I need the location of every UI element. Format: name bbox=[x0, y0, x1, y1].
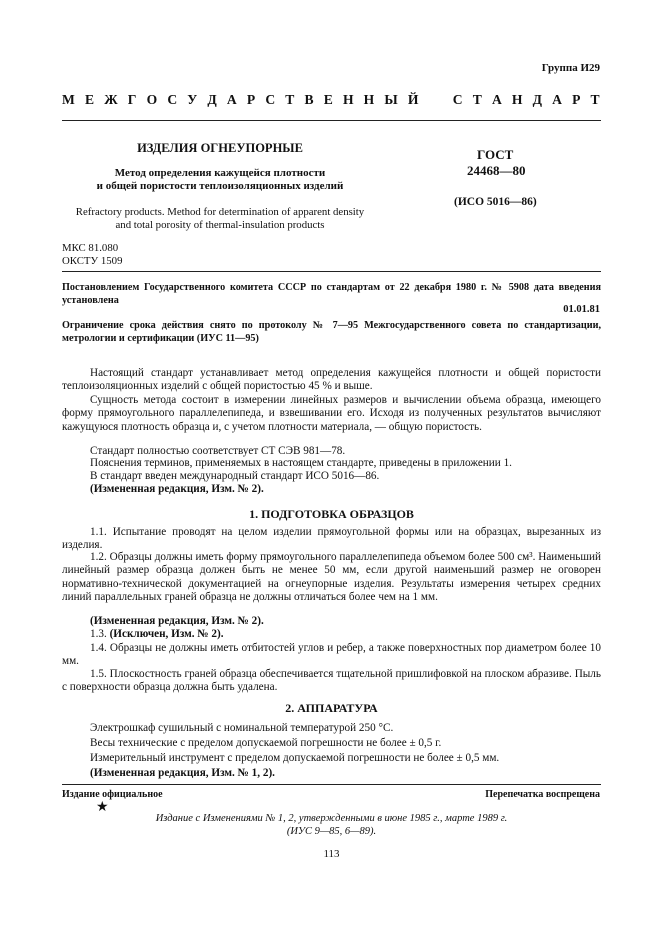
banner-letter: Т bbox=[472, 92, 482, 107]
english-title-line: Refractory products. Method for determination of apparent density bbox=[75, 206, 365, 218]
section-heading: 1. ПОДГОТОВКА ОБРАЗЦОВ bbox=[249, 507, 414, 521]
banner-letter: Г bbox=[127, 92, 137, 107]
reprint-prohibited-label: Перепечатка воспрещена bbox=[485, 789, 600, 800]
banner-letter: Д bbox=[532, 92, 542, 107]
banner-letter: Т bbox=[285, 92, 295, 107]
banner-letter: Т bbox=[590, 92, 600, 107]
banner-letter: Н bbox=[363, 92, 375, 107]
apparatus-item: Весы технические с пределом допускаемой погрешности не более ± 0,5 г. bbox=[90, 737, 442, 749]
title-divider bbox=[62, 271, 601, 272]
apparatus-amendment-note: (Измененная редакция, Изм. № 1, 2). bbox=[90, 767, 275, 779]
intro-paragraph: Настоящий стандарт устанавливает метод определения кажущейся плотности и общей пористости теплоизоляционных изделий с общей пористостью 45 % и выше. bbox=[62, 367, 601, 393]
clause-number: 1.3. bbox=[90, 628, 107, 640]
banner-letter: Е bbox=[84, 92, 95, 107]
intro-paragraph: В стандарт введен международный стандарт ИСО 5016—86. bbox=[90, 470, 380, 482]
banner-letter: С bbox=[265, 92, 276, 107]
decree-text: Постановлением Государственного комитета СССР по стандартам от 22 декабря 1980 г. № 5908 дата введения установлена bbox=[62, 282, 601, 306]
banner-letter: Ж bbox=[104, 92, 118, 107]
banner-letter: Д bbox=[207, 92, 217, 107]
footer-divider bbox=[62, 784, 601, 785]
banner-letter: С bbox=[452, 92, 463, 107]
official-edition-label: Издание официальное bbox=[62, 789, 163, 800]
page-title: ИЗДЕЛИЯ ОГНЕУПОРНЫЕ bbox=[137, 141, 303, 155]
english-title bbox=[55, 206, 385, 232]
apparatus-item: Измерительный инструмент с пределом допускаемой погрешности не более ± 0,5 мм. bbox=[90, 752, 500, 764]
banner-divider bbox=[62, 120, 601, 121]
clause-1-3 bbox=[62, 628, 601, 641]
gost-number: 24468—80 bbox=[467, 163, 526, 178]
banner-letter: О bbox=[146, 92, 158, 107]
clause-1-4: 1.4. Образцы не должны иметь отбитостей углов и ребер, а также поверхностных пор диаметром более 10 мм. bbox=[62, 642, 601, 668]
star-icon: ★ bbox=[96, 800, 109, 815]
clause-1-1: 1.1. Испытание проводят на целом изделии прямоугольной формы или на образцах, вырезанных из изделия. bbox=[62, 526, 601, 552]
banner-gap bbox=[429, 92, 443, 108]
banner-letter: Е bbox=[323, 92, 333, 107]
banner-letter: Н bbox=[342, 92, 354, 107]
banner-letter: Ы bbox=[384, 92, 398, 107]
intro-paragraph: Сущность метода состоит в измерении линейных размеров и вычислении объема образца, имеющего форму прямоугольного параллелепипеда, и взвешивании его. Исходя из полученных результатов вычисляют кажущуюся плотность образца и, с учетом плотности материала, — общую пористость. bbox=[62, 394, 601, 433]
clause-excluded-note: (Исключен, Изм. № 2). bbox=[109, 628, 224, 640]
banner-letter: А bbox=[552, 92, 562, 107]
effective-date: 01.01.81 bbox=[563, 304, 600, 315]
iso-reference: (ИСО 5016—86) bbox=[454, 196, 537, 208]
classification-codes bbox=[62, 242, 122, 268]
clause-1-5: 1.5. Плоскостность граней образца обеспечивается тщательной пришлифовкой на плоском абразиве. Пыль с поверхности образца должна быть удалена. bbox=[62, 668, 601, 694]
standard-banner bbox=[62, 92, 600, 108]
clause-1-2-note: (Измененная редакция, Изм. № 2). bbox=[90, 615, 264, 627]
intro-paragraph: Стандарт полностью соответствует СТ СЭВ 981—78. bbox=[90, 445, 346, 457]
limitation-text: Ограничение срока действия снято по протоколу № 7—95 Межгосударственного совета по стандартизации, метрологии и сертификации (ИУС 11—95) bbox=[62, 320, 601, 344]
banner-letter: В bbox=[304, 92, 314, 107]
subtitle-line: Метод определения кажущейся плотности bbox=[114, 167, 326, 179]
banner-letter: А bbox=[226, 92, 237, 107]
title-subtitle bbox=[60, 167, 380, 193]
banner-letter: Р bbox=[572, 92, 581, 107]
mks-code: МКС 81.080 bbox=[62, 242, 119, 254]
banner-letter: М bbox=[62, 92, 75, 107]
okstu-code: ОКСТУ 1509 bbox=[62, 255, 123, 267]
intro-paragraph: Пояснения терминов, применяемых в настоящем стандарте, приведены в приложении 1. bbox=[90, 457, 512, 469]
group-code: Группа И29 bbox=[541, 62, 600, 74]
apparatus-item: Электрошкаф сушильный с номинальной температурой 250 °С. bbox=[90, 722, 394, 734]
intro-amendment-note: (Измененная редакция, Изм. № 2). bbox=[90, 483, 264, 495]
banner-letter: Й bbox=[407, 92, 419, 107]
edition-note-line: Издание с Изменениями № 1, 2, утвержденными в июне 1985 г., марте 1989 г. bbox=[155, 813, 508, 824]
english-title-line: and total porosity of thermal-insulation products bbox=[115, 219, 325, 231]
banner-letter: Р bbox=[246, 92, 256, 107]
banner-letter: У bbox=[187, 92, 198, 107]
banner-letter: Н bbox=[511, 92, 523, 107]
edition-note-line: (ИУС 9—85, 6—89). bbox=[286, 826, 377, 837]
banner-letter: С bbox=[167, 92, 178, 107]
section-heading: 2. АППАРАТУРА bbox=[285, 701, 378, 715]
clause-1-2: 1.2. Образцы должны иметь форму прямоугольного параллелепипеда объемом более 500 см³. Наименьший линейный размер образца должен быть не менее 50 мм, если другой наименьший размер не оговорен нормативно-технической документацией на огнеупорные изделия. Результаты измерения четырех средних линий параллельных граней образца не должны отличаться более чем на 1 мм. bbox=[62, 551, 601, 603]
banner-letter: А bbox=[491, 92, 502, 107]
page-number: 113 bbox=[323, 848, 340, 860]
gost-label: ГОСТ bbox=[477, 147, 514, 162]
subtitle-line: и общей пористости теплоизоляционных изделий bbox=[96, 180, 344, 192]
edition-note bbox=[62, 812, 601, 838]
